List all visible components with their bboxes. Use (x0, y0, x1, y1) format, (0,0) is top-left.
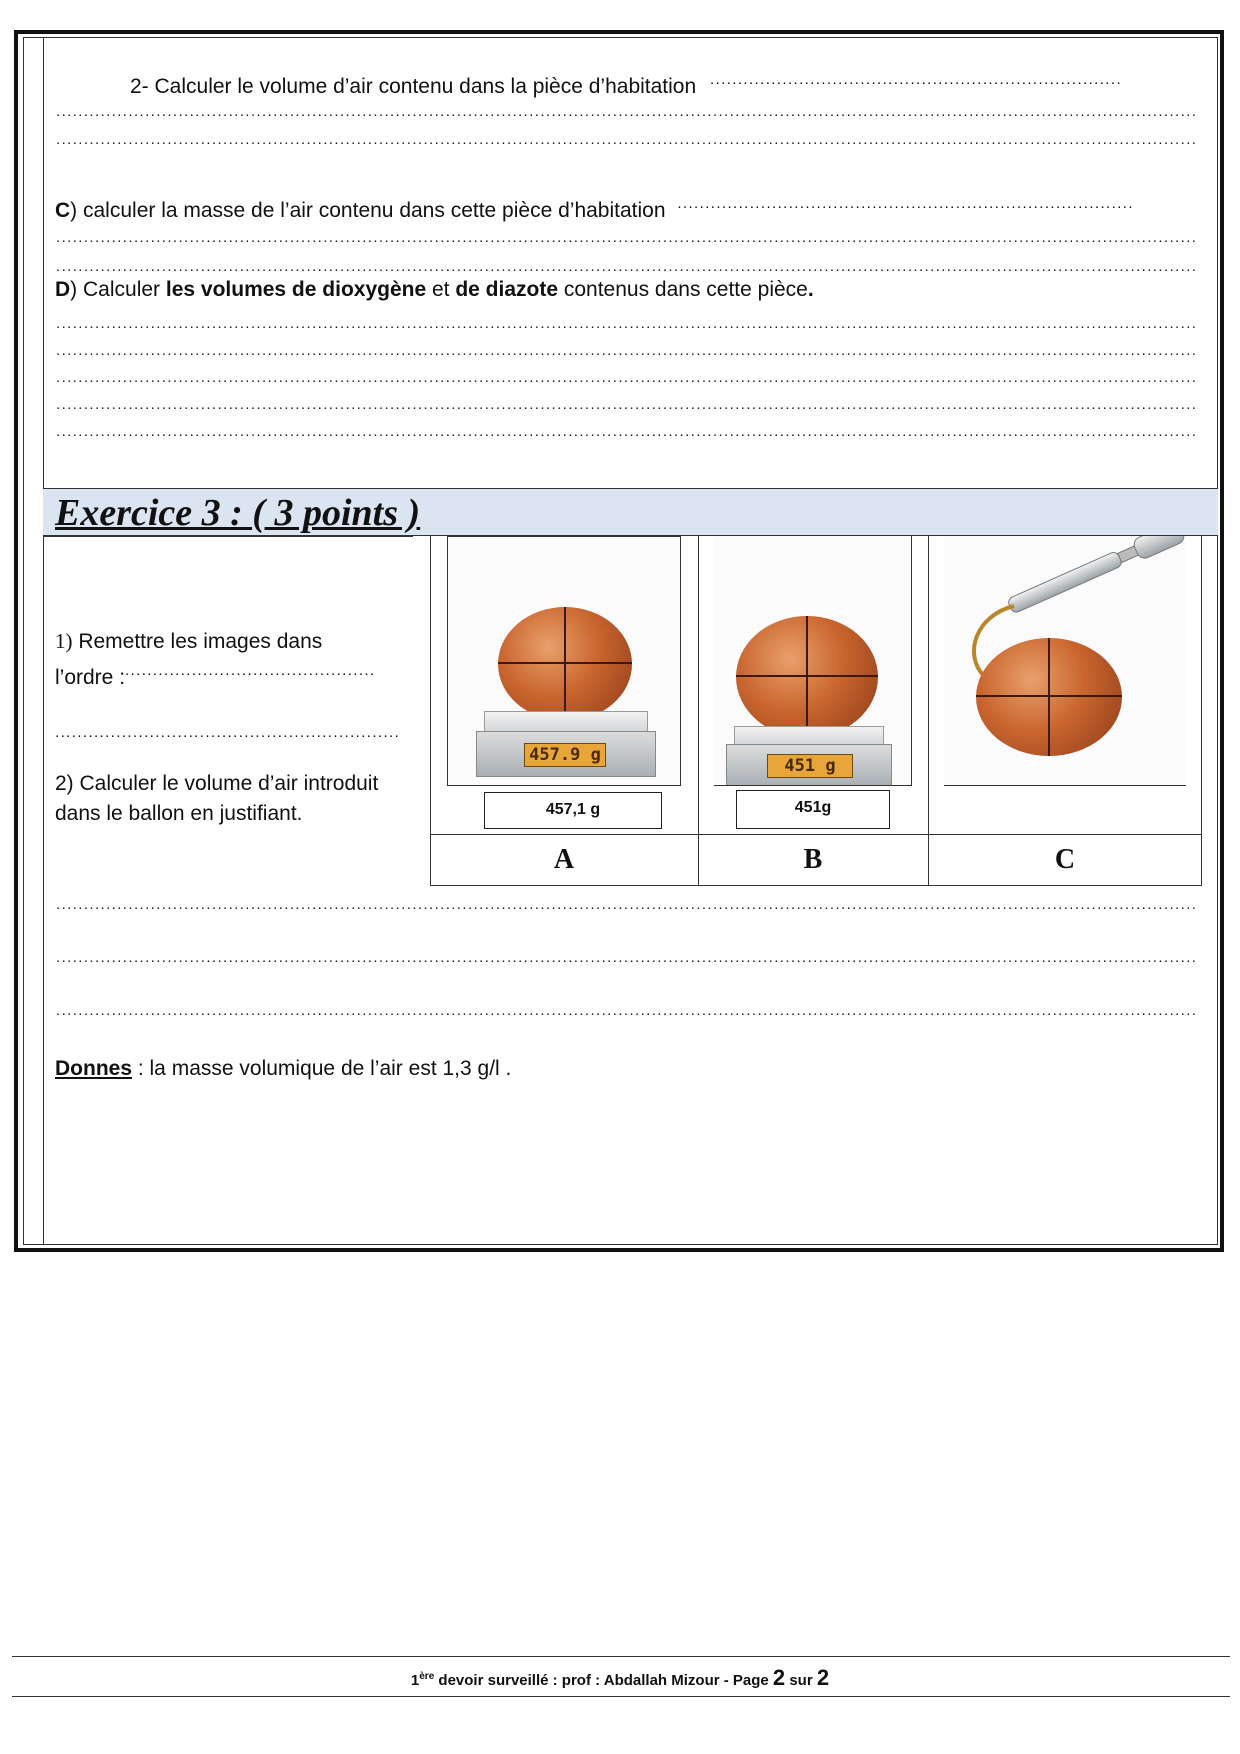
column-letter-c: C (1054, 844, 1076, 875)
given-text: : la masse volumique de l’air est 1,3 g/l . (132, 1057, 512, 1080)
given-data (55, 1056, 511, 1082)
answer-line[interactable] (56, 1001, 1196, 1021)
basketball-icon (498, 607, 632, 721)
footer-divider-top (12, 1656, 1230, 1657)
footer-sur: sur (785, 1672, 817, 1689)
answer-dots[interactable] (125, 658, 375, 684)
divider (43, 536, 413, 537)
answer-line[interactable] (56, 228, 1196, 248)
question-1-number: 1) (55, 629, 73, 653)
question-1-line-2: l’ordre : (55, 666, 126, 689)
footer-text: devoir surveillé : prof : Abdallah Mizour - Page (434, 1672, 773, 1689)
answer-line[interactable] (56, 948, 1196, 968)
question-d-bold-2: de diazote (455, 278, 559, 301)
question-2-label: 2- Calculer le volume d’air contenu dans la pièce d’habitation (130, 75, 697, 98)
table-row-divider (430, 834, 1202, 835)
scale-base (476, 731, 656, 777)
figure-b-image (714, 536, 912, 786)
question-2 (130, 67, 1120, 100)
footer-total: 2 (816, 1665, 830, 1690)
question-d-text-2: et (426, 278, 456, 301)
exercise-3-question-2: 2) Calculer le volume d’air introduit (55, 772, 379, 795)
question-1-line-1: Remettre les images dans (72, 630, 323, 653)
answer-dots (710, 67, 1120, 93)
footer-page: 2 (772, 1665, 786, 1690)
answer-line[interactable] (56, 368, 1196, 388)
figure-c-image (944, 536, 1186, 786)
question-c (55, 191, 1132, 224)
exercise-3-title: Exercice 3 : ( 3 points ) (55, 492, 421, 534)
page-footer (0, 1664, 1240, 1694)
figure-a-image (447, 536, 681, 786)
answer-line[interactable] (56, 130, 1196, 150)
mass-label-a: 457,1 g (484, 792, 662, 829)
question-d-text-1: ) Calculer (70, 278, 166, 301)
margin-line (43, 37, 44, 1245)
question-d-period: . (807, 278, 814, 301)
question-d-letter: D (55, 278, 71, 301)
mass-label-b: 451g (736, 790, 890, 829)
exercise-3-question-1-line (55, 720, 400, 753)
scale-base (726, 744, 892, 786)
scale-display: 457.9 g (524, 743, 606, 767)
exercise-3-question-1-cont (55, 658, 375, 691)
answer-line[interactable] (56, 895, 1196, 915)
question-d-text-3: contenus dans cette pièce (558, 278, 808, 301)
footer-sup: ère (419, 1671, 435, 1682)
basketball-icon (976, 638, 1122, 756)
question-c-letter: C (55, 199, 71, 222)
scale-display: 451 g (767, 754, 853, 778)
question-c-text: ) calculer la masse de l’air contenu dans cette pièce d’habitation (70, 199, 666, 222)
answer-dots (677, 191, 1132, 217)
footer-num: 1 (410, 1672, 420, 1689)
given-label: Donnes (55, 1057, 133, 1080)
column-letter-b: B (803, 844, 823, 875)
footer-divider-bottom (12, 1696, 1230, 1697)
answer-line[interactable] (56, 422, 1196, 442)
question-d (55, 277, 814, 303)
exercise-3-question-2-cont: dans le ballon en justifiant. (55, 802, 303, 825)
answer-line[interactable] (56, 102, 1196, 122)
answer-line[interactable] (56, 314, 1196, 334)
question-d-bold-1: les volumes de dioxygène (165, 278, 427, 301)
answer-line[interactable] (56, 341, 1196, 361)
answer-dots[interactable] (55, 720, 400, 746)
column-letter-a: A (553, 844, 575, 875)
exercise-3-question-1 (55, 628, 322, 655)
answer-line[interactable] (56, 257, 1196, 277)
answer-line[interactable] (56, 395, 1196, 415)
basketball-icon (736, 616, 878, 738)
